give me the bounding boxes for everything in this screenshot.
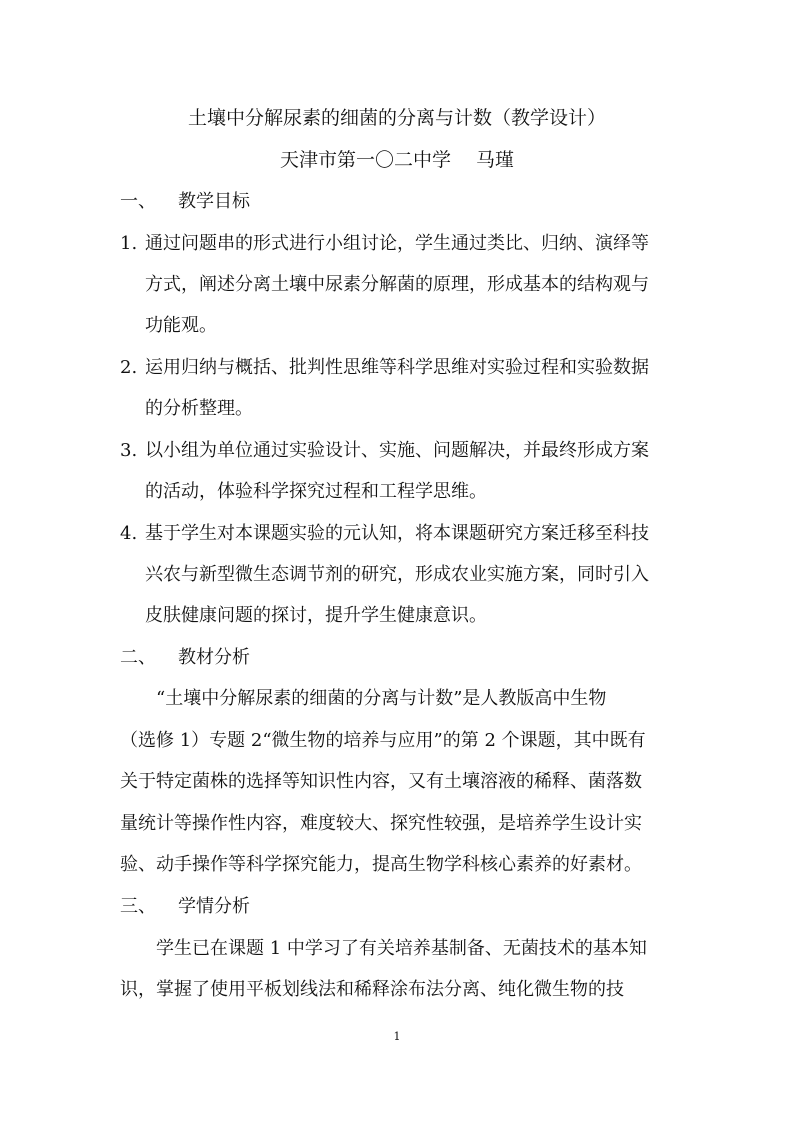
objective-line: 的分析整理。 (145, 398, 253, 419)
objective-line: 通过问题串的形式进行小组讨论，学生通过类比、归纳、演绎等 (145, 233, 649, 254)
objective-line: 基于学生对本课题实验的元认知，将本课题研究方案迁移至科技 (145, 523, 649, 544)
objective-number: 4. (120, 523, 138, 544)
paragraph-line: 关于特定菌株的选择等知识性内容，又有土壤溶液的稀释、菌落数 (120, 771, 642, 792)
section-title: 学情分析 (178, 896, 250, 917)
section-number: 三、 (120, 896, 156, 917)
section-number: 二、 (120, 647, 156, 668)
objective-line: 兴农与新型微生态调节剂的研究，形成农业实施方案，同时引入 (145, 564, 649, 585)
section-title: 教学目标 (178, 191, 250, 212)
section-title: 教材分析 (178, 647, 250, 668)
objective-number: 2. (120, 357, 138, 378)
objective-line: 运用归纳与概括、批判性思维等科学思维对实验过程和实验数据 (145, 357, 649, 378)
author-line: 天津市第一〇二中学 马瑾 (279, 149, 515, 171)
objective-number: 3. (120, 440, 138, 461)
paragraph-line: 识，掌握了使用平板划线法和稀释涂布法分离、纯化微生物的技 (120, 979, 624, 1000)
paragraph-line: 量统计等操作性内容，难度较大、探究性较强，是培养学生设计实 (120, 813, 642, 834)
paragraph-line: （选修 1）专题 2“微生物的培养与应用”的第 2 个课题，其中既有 (120, 730, 646, 751)
objective-line: 功能观。 (145, 315, 217, 336)
paragraph-line: 学生已在课题 1 中学习了有关培养基制备、无菌技术的基本知 (156, 938, 647, 959)
document-title: 土壤中分解尿素的细菌的分离与计数（教学设计） (187, 107, 606, 129)
page-number: 1 (393, 1030, 401, 1043)
objective-line: 以小组为单位通过实验设计、实施、问题解决，并最终形成方案 (145, 440, 649, 461)
paragraph-line: “土壤中分解尿素的细菌的分离与计数”是人教版高中生物 (156, 688, 607, 709)
section-number: 一、 (120, 191, 156, 212)
objective-line: 方式，阐述分离土壤中尿素分解菌的原理，形成基本的结构观与 (145, 274, 649, 295)
objective-line: 的活动，体验科学探究过程和工程学思维。 (145, 481, 487, 502)
objective-number: 1. (120, 233, 138, 254)
paragraph-line: 验、动手操作等科学探究能力，提高生物学科核心素养的好素材。 (120, 854, 642, 875)
objective-line: 皮肤健康问题的探讨，提升学生健康意识。 (145, 605, 487, 626)
